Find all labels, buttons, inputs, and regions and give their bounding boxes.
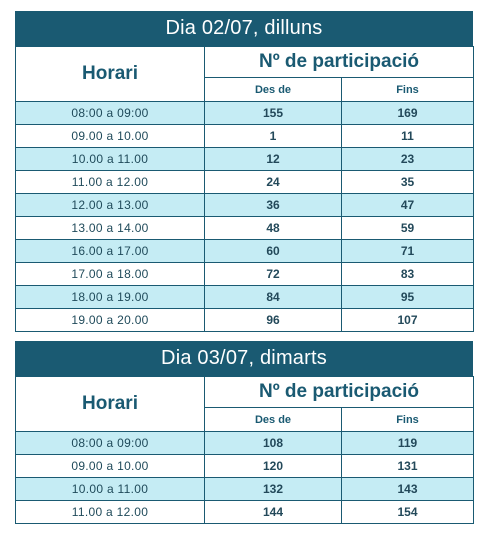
des-de-cell: 144	[205, 501, 342, 524]
horari-cell: 16.00 a 17.00	[16, 240, 205, 263]
des-de-cell: 96	[205, 309, 342, 332]
table-row	[16, 102, 474, 125]
fins-cell: 59	[342, 217, 474, 240]
horari-cell: 10.00 a 11.00	[16, 148, 205, 171]
table-row	[16, 240, 474, 263]
fins-header: Fins	[342, 78, 474, 102]
des-de-cell: 24	[205, 171, 342, 194]
horari-cell: 11.00 a 12.00	[16, 501, 205, 524]
fins-cell: 119	[342, 432, 474, 455]
horari-cell: 11.00 a 12.00	[16, 171, 205, 194]
horari-cell: 08:00 a 09:00	[16, 432, 205, 455]
fins-cell: 95	[342, 286, 474, 309]
fins-cell: 47	[342, 194, 474, 217]
fins-cell: 35	[342, 171, 474, 194]
fins-cell: 83	[342, 263, 474, 286]
day-title: Dia 03/07, dimarts	[15, 341, 473, 376]
des-de-header: Des de	[205, 408, 342, 432]
fins-cell: 23	[342, 148, 474, 171]
horari-cell: 17.00 a 18.00	[16, 263, 205, 286]
table-row	[16, 171, 474, 194]
des-de-cell: 60	[205, 240, 342, 263]
schedule-table	[15, 46, 474, 332]
table-row	[16, 217, 474, 240]
des-de-header: Des de	[205, 78, 342, 102]
horari-cell: 18.00 a 19.00	[16, 286, 205, 309]
day-table-1	[15, 341, 473, 524]
des-de-cell: 84	[205, 286, 342, 309]
day-title: Dia 02/07, dilluns	[15, 11, 473, 46]
horari-header: Horari	[16, 47, 205, 102]
participacio-header: Nº de participació	[205, 47, 474, 78]
horari-cell: 10.00 a 11.00	[16, 478, 205, 501]
des-de-cell: 48	[205, 217, 342, 240]
des-de-cell: 72	[205, 263, 342, 286]
table-row	[16, 148, 474, 171]
fins-cell: 71	[342, 240, 474, 263]
fins-header: Fins	[342, 408, 474, 432]
table-row	[16, 309, 474, 332]
horari-cell: 19.00 a 20.00	[16, 309, 205, 332]
horari-cell: 09.00 a 10.00	[16, 125, 205, 148]
des-de-cell: 132	[205, 478, 342, 501]
fins-cell: 11	[342, 125, 474, 148]
table-row	[16, 455, 474, 478]
table-row	[16, 194, 474, 217]
participacio-header: Nº de participació	[205, 377, 474, 408]
horari-cell: 13.00 a 14.00	[16, 217, 205, 240]
fins-cell: 107	[342, 309, 474, 332]
day-table-0	[15, 11, 473, 332]
horari-cell: 08:00 a 09:00	[16, 102, 205, 125]
table-row	[16, 478, 474, 501]
horari-cell: 09.00 a 10.00	[16, 455, 205, 478]
des-de-cell: 155	[205, 102, 342, 125]
des-de-cell: 12	[205, 148, 342, 171]
table-row	[16, 501, 474, 524]
table-row	[16, 432, 474, 455]
table-row	[16, 286, 474, 309]
fins-cell: 169	[342, 102, 474, 125]
table-row	[16, 263, 474, 286]
des-de-cell: 120	[205, 455, 342, 478]
schedule-table	[15, 376, 474, 524]
des-de-cell: 1	[205, 125, 342, 148]
des-de-cell: 108	[205, 432, 342, 455]
horari-cell: 12.00 a 13.00	[16, 194, 205, 217]
des-de-cell: 36	[205, 194, 342, 217]
fins-cell: 154	[342, 501, 474, 524]
fins-cell: 143	[342, 478, 474, 501]
table-row	[16, 125, 474, 148]
fins-cell: 131	[342, 455, 474, 478]
horari-header: Horari	[16, 377, 205, 432]
